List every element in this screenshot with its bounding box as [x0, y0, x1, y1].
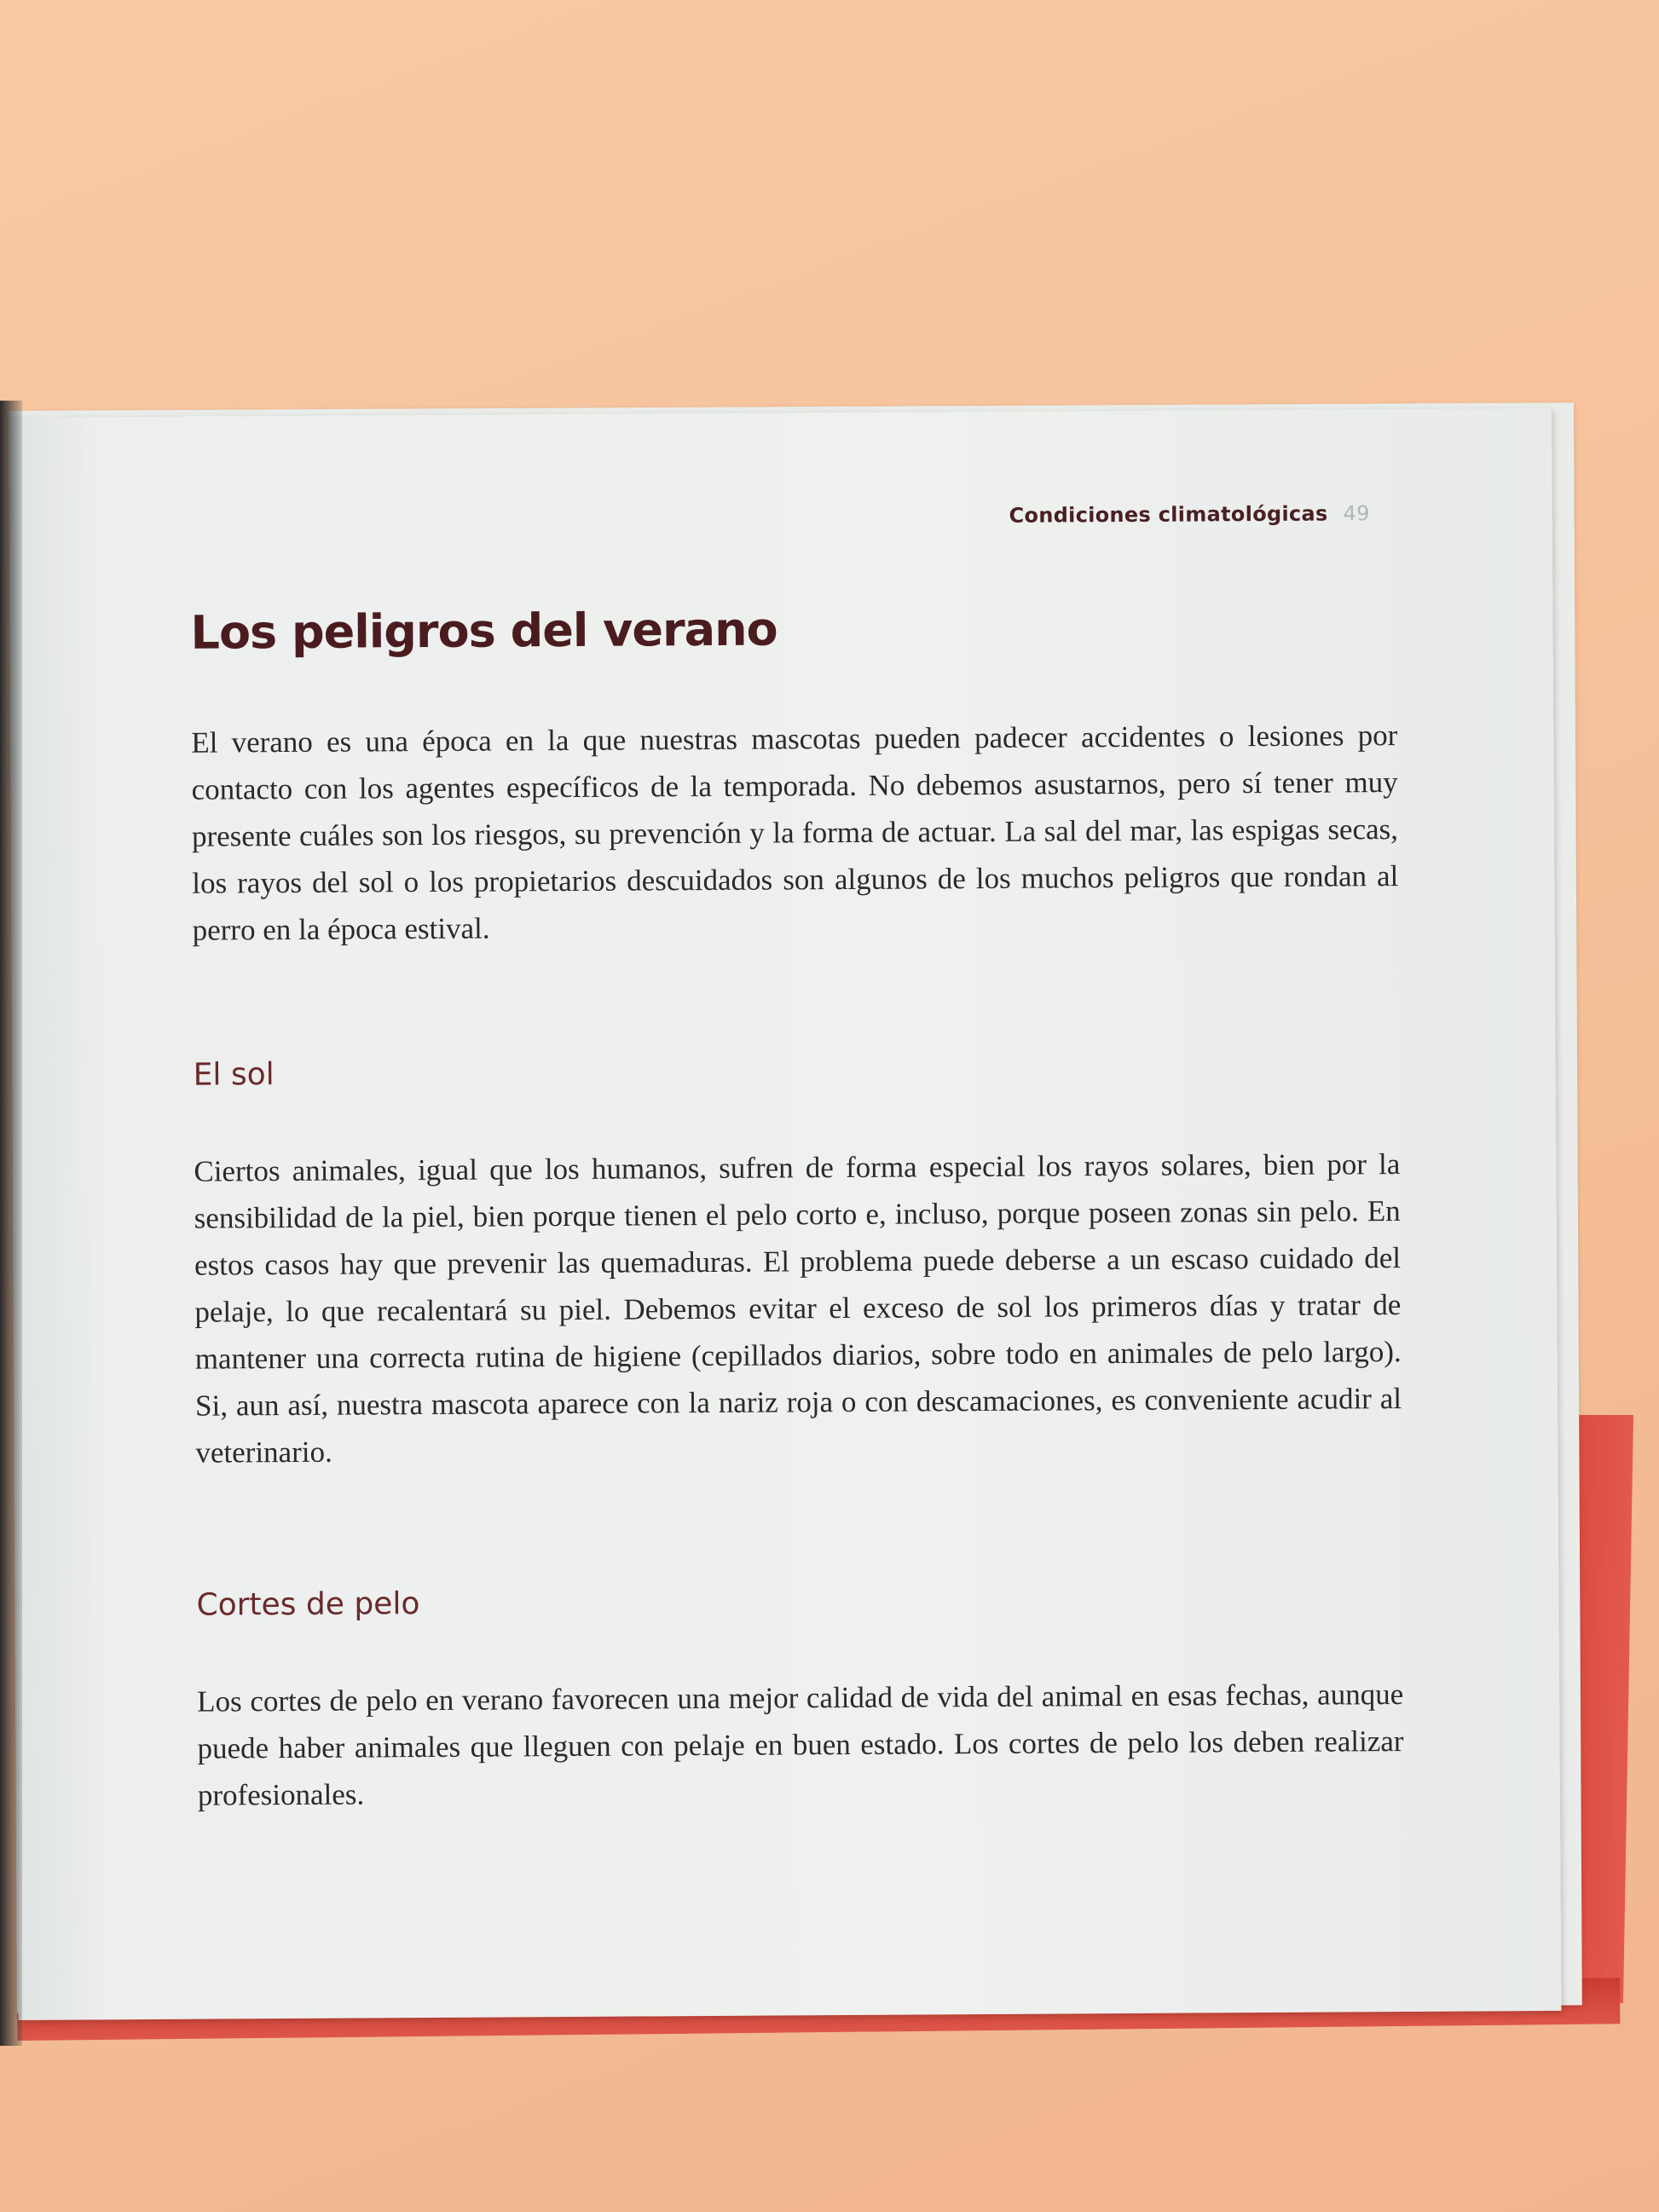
page-title: Los peligros del verano	[190, 602, 777, 660]
book-spine-shadow	[0, 401, 22, 2046]
intro-paragraph: El verano es una época en la que nuestras mascotas pueden padecer accidentes o lesiones por contacto con los agentes específicos de la temporada. No debemos asustarnos, pero sí tener muy presente cuáles son los riesgos, su prevención y la forma de actuar. La sal del mar, las espigas secas, los rayos del sol o los propietarios descuidados son algunos de los muchos peligros que rondan al perro en la época estival.	[191, 719, 1399, 947]
section-text-sol: Ciertos animales, igual que los humanos, sufren de forma especial los rayos solares, bien por la sensibilidad de la piel, bien porque tienen el pelo corto e, incluso, porque poseen zonas sin pelo. En estos casos hay que prevenir las quemaduras. El problema puede deberse a un escaso cuidado del pelaje, lo que recalentará su piel. Debemos evitar el exceso de sol los primeros días y tratar de mantener una correcta rutina de higiene (cepillados diarios, sobre todo en animales de pelo largo). Si, aun así, nuestra mascota aparece con la nariz roja o con descamaciones, es conveniente acudir al veterinario.	[194, 1147, 1402, 1470]
running-header	[1009, 501, 1369, 528]
header-section-name: Condiciones climatológicas	[1009, 501, 1328, 528]
section-heading-sol: El sol	[193, 1057, 275, 1093]
book-page	[9, 408, 1561, 2020]
section-heading-cortes: Cortes de pelo	[196, 1586, 420, 1623]
page-number: 49	[1343, 501, 1370, 526]
section-text-cortes: Los cortes de pelo en verano favorecen una mejor calidad de vida del animal en esas fechas, aunque puede haber animales que lleguen con pelaje en buen estado. Los cortes de pelo los deben realizar profesionales.	[197, 1678, 1404, 1812]
